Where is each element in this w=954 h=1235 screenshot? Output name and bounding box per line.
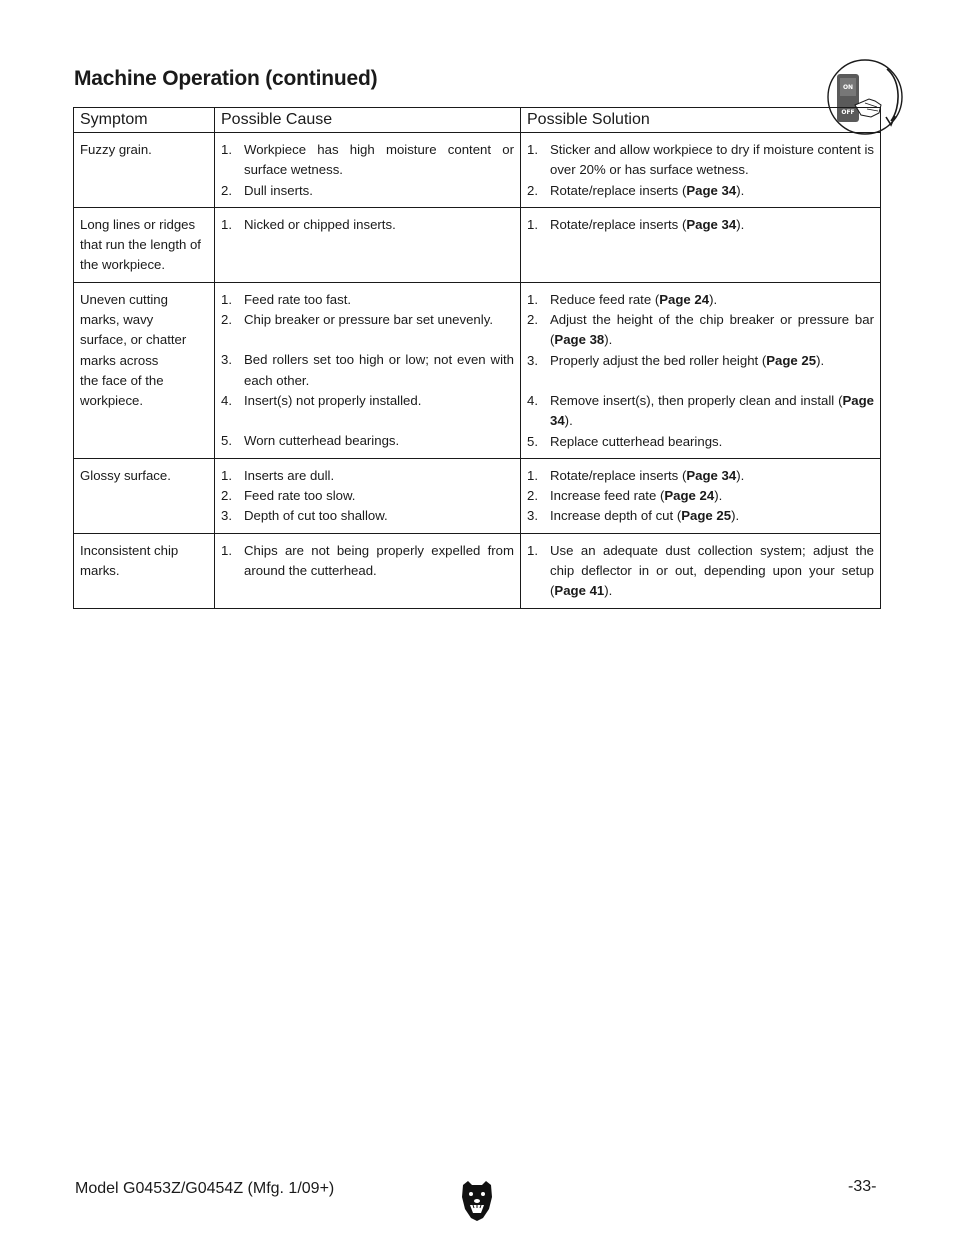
list-item: 2. Rotate/replace inserts (Page 34). [527, 182, 745, 198]
page-reference: Page 34 [686, 467, 737, 483]
list-item: 2. Feed rate too slow. [221, 488, 356, 504]
table-row [74, 533, 881, 608]
list-item: 1. Reduce feed rate (Page 24). [527, 291, 718, 307]
solution-cell [521, 133, 881, 208]
solution-cell [521, 207, 881, 282]
cause-cell [215, 133, 521, 208]
page-number: -33- [848, 1178, 877, 1195]
page-reference: Page 34 [686, 182, 737, 198]
list-item: 4. Insert(s) not properly installed. [221, 392, 422, 408]
svg-text:ON: ON [842, 84, 854, 91]
bear-logo-icon [459, 1179, 495, 1221]
column-header-symptom: Symptom [74, 108, 215, 133]
list-item: 1. Feed rate too fast. [221, 291, 352, 307]
solution-cell [521, 533, 881, 608]
solution-cell [521, 458, 881, 533]
table-row [74, 133, 881, 208]
svg-text:OFF: OFF [841, 109, 855, 116]
cause-cell [215, 458, 521, 533]
page-reference: Page 34 [686, 216, 737, 232]
list-item: 1. Rotate/replace inserts (Page 34). [527, 216, 745, 232]
page-reference: Page 41 [554, 583, 605, 599]
list-item: 1. Workpiece has high moisture content or surface wetness. [221, 142, 514, 178]
table-header-row [74, 108, 881, 133]
page-reference: Page 24 [664, 488, 715, 504]
symptom-cell: Inconsistent chip marks. [74, 533, 215, 608]
page-reference: Page 25 [681, 508, 732, 524]
footer-model: Model G0453Z/G0454Z (Mfg. 1/09+) [75, 1180, 335, 1197]
troubleshooting-table [73, 107, 881, 609]
cause-cell [215, 207, 521, 282]
symptom-cell: Glossy surface. [74, 458, 215, 533]
list-item: 3. Increase depth of cut (Page 25). [527, 508, 740, 524]
list-item: 5. Replace cutterhead bearings. [527, 433, 723, 449]
list-item: 2. Dull inserts. [221, 182, 313, 198]
list-item: 1. Rotate/replace inserts (Page 34). [527, 467, 745, 483]
page-reference: Page 24 [659, 291, 710, 307]
list-item: 3. Depth of cut too shallow. [221, 508, 388, 524]
page-title: Machine Operation (continued) [74, 67, 378, 90]
table-row [74, 207, 881, 282]
list-item: 1. Chips are not being properly expelled from around the cutterhead. [221, 542, 514, 579]
page-reference: Page 25 [766, 352, 817, 368]
list-item: 2. Increase feed rate (Page 24). [527, 488, 723, 504]
table-row [74, 282, 881, 458]
list-item: 1. Nicked or chipped inserts. [221, 216, 396, 232]
list-item: 1. Use an adequate dust collection system; adjust the chip deflector in or out, depending upon your setup (Page 41). [527, 542, 874, 599]
page-reference: Page 34 [550, 392, 874, 429]
list-item: 5. Worn cutterhead bearings. [221, 433, 400, 449]
column-header-solution: Possible Solution [521, 108, 881, 133]
table-row [74, 458, 881, 533]
page-reference: Page 38 [554, 332, 605, 348]
symptom-cell: Fuzzy grain. [74, 133, 215, 208]
cause-cell [215, 533, 521, 608]
solution-cell [521, 282, 881, 458]
list-item: 2. Chip breaker or pressure bar set unevenly. [221, 312, 493, 328]
symptom-cell: Long lines or ridges that run the length of the workpiece. [74, 207, 215, 282]
list-item: 2. Adjust the height of the chip breaker or pressure bar (Page 38). [527, 312, 874, 348]
list-item: 3. Bed rollers set too high or low; not even with each other. [221, 352, 514, 388]
list-item: 1. Sticker and allow workpiece to dry if moisture content is over 20% or has surface wetness. [527, 142, 874, 178]
cause-cell [215, 282, 521, 458]
column-header-cause: Possible Cause [215, 108, 521, 133]
list-item: 3. Properly adjust the bed roller height (Page 25). [527, 352, 825, 368]
symptom-cell: Uneven cutting marks, wavy surface, or chatter marks across the face of the workpiece. [74, 282, 215, 458]
list-item: 4. Remove insert(s), then properly clean and install (Page 34). [527, 392, 874, 429]
list-item: 1. Inserts are dull. [221, 467, 335, 483]
